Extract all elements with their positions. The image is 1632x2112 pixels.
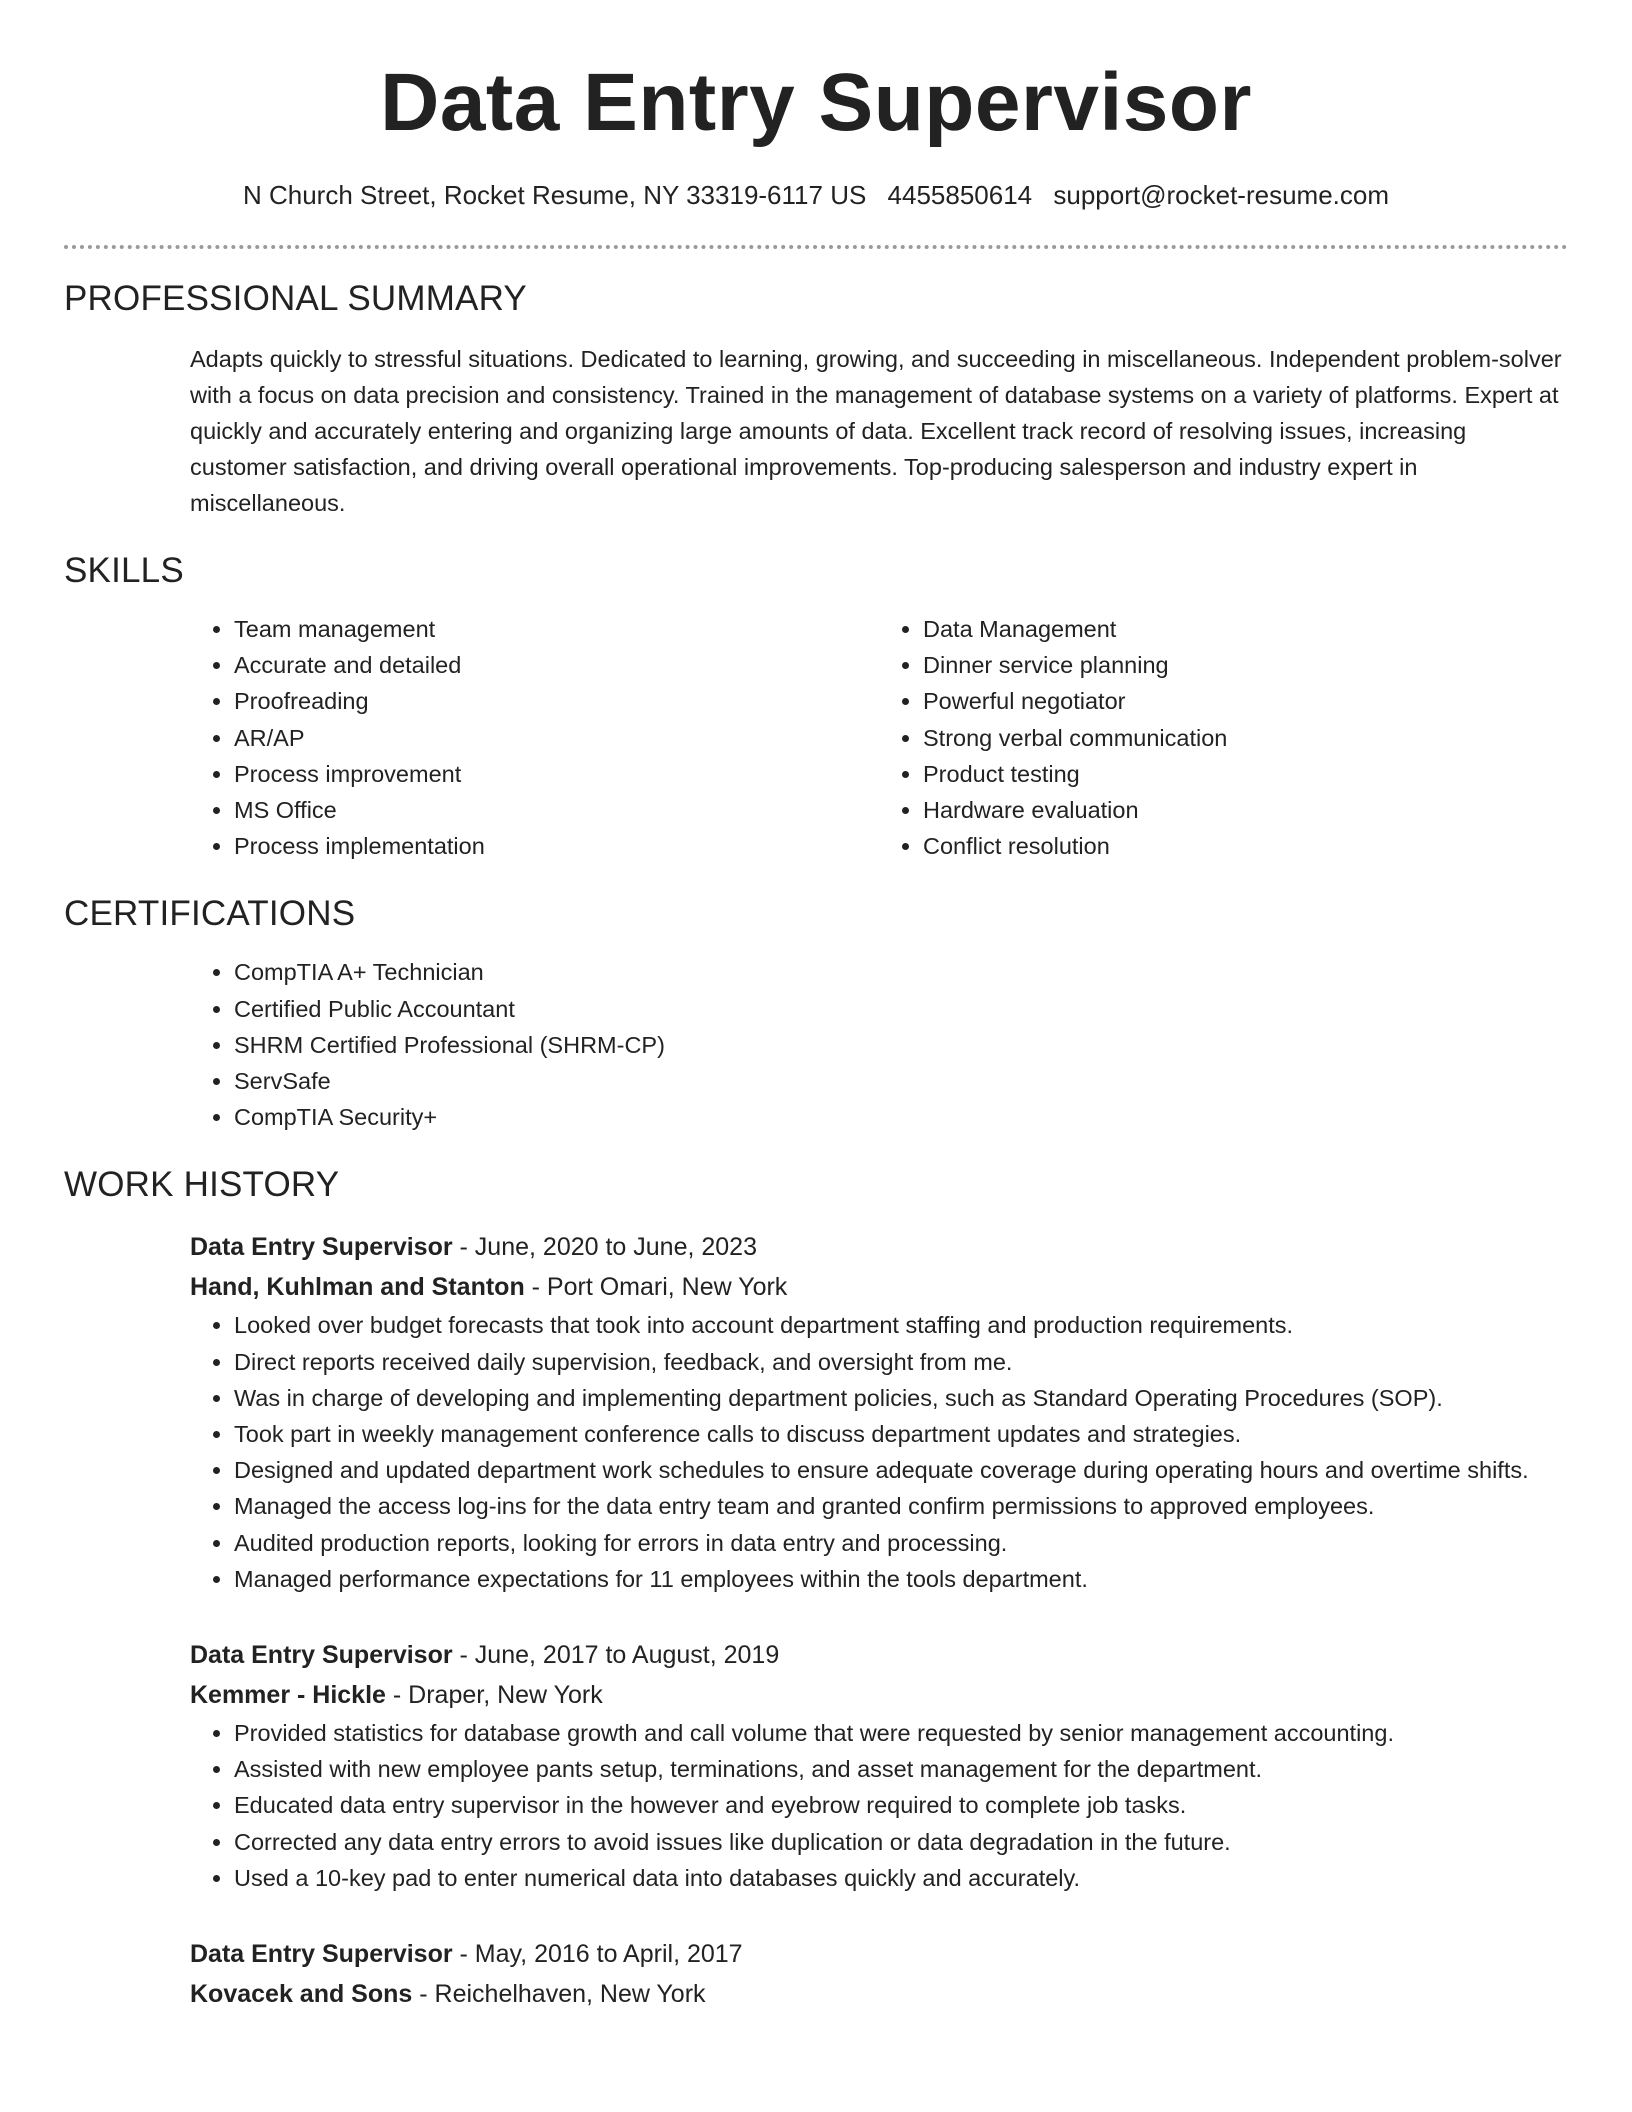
work-history-title: WORK HISTORY — [64, 1165, 340, 1205]
skills-section — [64, 551, 1568, 864]
certifications-list — [190, 954, 1568, 1135]
summary-title: PROFESSIONAL SUMMARY — [64, 279, 527, 318]
job-company: Hand, Kuhlman and Stanton — [190, 1273, 525, 1302]
certifications-section — [64, 894, 1568, 1135]
job-dates: - June, 2017 to August, 2019 — [452, 1641, 780, 1670]
job-bullet: • Managed performance expectations for 11 employees within the tools department. — [234, 1561, 1568, 1597]
skill-item: • Powerful negotiator — [923, 683, 1568, 719]
skill-item: • Process implementation — [234, 828, 879, 864]
job-location: - Draper, New York — [385, 1681, 603, 1710]
work-history-body — [190, 1227, 1568, 2014]
job-company: Kemmer - Hickle — [190, 1681, 386, 1710]
skills-right-list — [879, 611, 1568, 864]
job-title-line — [190, 1934, 1568, 1974]
job-bullet: • Was in charge of developing and implementing department policies, such as Standard Operating Procedures (SOP). — [234, 1380, 1568, 1416]
header-divider — [64, 245, 1568, 249]
job-dates: - May, 2016 to April, 2017 — [452, 1940, 743, 1969]
skill-item: • Process improvement — [234, 756, 879, 792]
job-bullet: • Used a 10-key pad to enter numerical data into databases quickly and accurately. — [234, 1860, 1568, 1896]
job-title-line — [190, 1635, 1568, 1675]
job-location: - Reichelhaven, New York — [412, 1980, 706, 2009]
job-bullet: • Looked over budget forecasts that took into account department staffing and production requirements. — [234, 1307, 1568, 1343]
job-role: Data Entry Supervisor — [190, 1233, 453, 1262]
skill-item: • Accurate and detailed — [234, 647, 879, 683]
job-location: - Port Omari, New York — [524, 1273, 788, 1302]
certification-item: • Certified Public Accountant — [234, 991, 1568, 1027]
job-company-line — [190, 1267, 1568, 1307]
skills-grid — [190, 611, 1568, 864]
certifications-title: CERTIFICATIONS — [64, 894, 356, 934]
job-company-line — [190, 1974, 1568, 2014]
summary-text: Adapts quickly to stressful situations. Dedicated to learning, growing, and succeeding in miscellaneous. Independent problem-solver with a focus on data precision and consistency. Trained in the management of database systems on a variety of platforms. Expert at quickly and accurately entering and organizing large amounts of data. Excellent track record of resolving issues, increasing customer satisfaction, and driving overall operational improvements. Top-producing salesperson and industry expert in miscellaneous. — [190, 346, 1562, 516]
certifications-body — [190, 954, 1568, 1135]
skill-item: • AR/AP — [234, 720, 879, 756]
skill-item: • Strong verbal communication — [923, 720, 1568, 756]
job-entry — [190, 1227, 1568, 1597]
skills-left-list — [190, 611, 879, 864]
job-bullets — [190, 1715, 1568, 1896]
job-company: Kovacek and Sons — [190, 1980, 413, 2009]
skill-item: • Proofreading — [234, 683, 879, 719]
job-role: Data Entry Supervisor — [190, 1641, 453, 1670]
job-role: Data Entry Supervisor — [190, 1940, 453, 1969]
certification-item: • ServSafe — [234, 1063, 1568, 1099]
work-history-section — [64, 1165, 1568, 2014]
summary-section — [64, 279, 1568, 521]
job-bullet: • Direct reports received daily supervision, feedback, and oversight from me. — [234, 1344, 1568, 1380]
job-bullet: • Assisted with new employee pants setup, terminations, and asset management for the department. — [234, 1751, 1568, 1787]
job-bullet: • Educated data entry supervisor in the however and eyebrow required to complete job tasks. — [234, 1787, 1568, 1823]
certification-item: • CompTIA Security+ — [234, 1099, 1568, 1135]
job-company-line — [190, 1675, 1568, 1715]
contact-email: support@rocket-resume.com — [1053, 180, 1390, 210]
job-bullet: • Corrected any data entry errors to avoid issues like duplication or data degradation in the future. — [234, 1824, 1568, 1860]
skill-item: • Data Management — [923, 611, 1568, 647]
job-title-line — [190, 1227, 1568, 1267]
contact-address: N Church Street, Rocket Resume, NY 33319-6117 US — [242, 180, 867, 210]
job-bullet: • Provided statistics for database growth and call volume that were requested by senior management accounting. — [234, 1715, 1568, 1751]
job-bullet: • Audited production reports, looking for errors in data entry and processing. — [234, 1525, 1568, 1561]
job-dates: - June, 2020 to June, 2023 — [452, 1233, 757, 1262]
job-bullet: • Designed and updated department work schedules to ensure adequate coverage during operating hours and overtime shifts. — [234, 1452, 1568, 1488]
skill-item: • Conflict resolution — [923, 828, 1568, 864]
skills-title: SKILLS — [64, 551, 184, 590]
job-bullet: • Managed the access log-ins for the data entry team and granted confirm permissions to approved employees. — [234, 1488, 1568, 1524]
skill-item: • Hardware evaluation — [923, 792, 1568, 828]
certification-item: • SHRM Certified Professional (SHRM-CP) — [234, 1027, 1568, 1063]
skill-item: • Product testing — [923, 756, 1568, 792]
job-entry — [190, 1934, 1568, 2014]
contact-phone: 4455850614 — [887, 180, 1033, 210]
resume-name: Data Entry Supervisor — [380, 57, 1252, 148]
contact-line — [64, 180, 1568, 211]
job-bullets — [190, 1307, 1568, 1597]
skill-item: • Team management — [234, 611, 879, 647]
job-bullet: • Took part in weekly management conference calls to discuss department updates and strategies. — [234, 1416, 1568, 1452]
certification-item: • CompTIA A+ Technician — [234, 954, 1568, 990]
skill-item: • MS Office — [234, 792, 879, 828]
job-entry — [190, 1635, 1568, 1896]
skill-item: • Dinner service planning — [923, 647, 1568, 683]
